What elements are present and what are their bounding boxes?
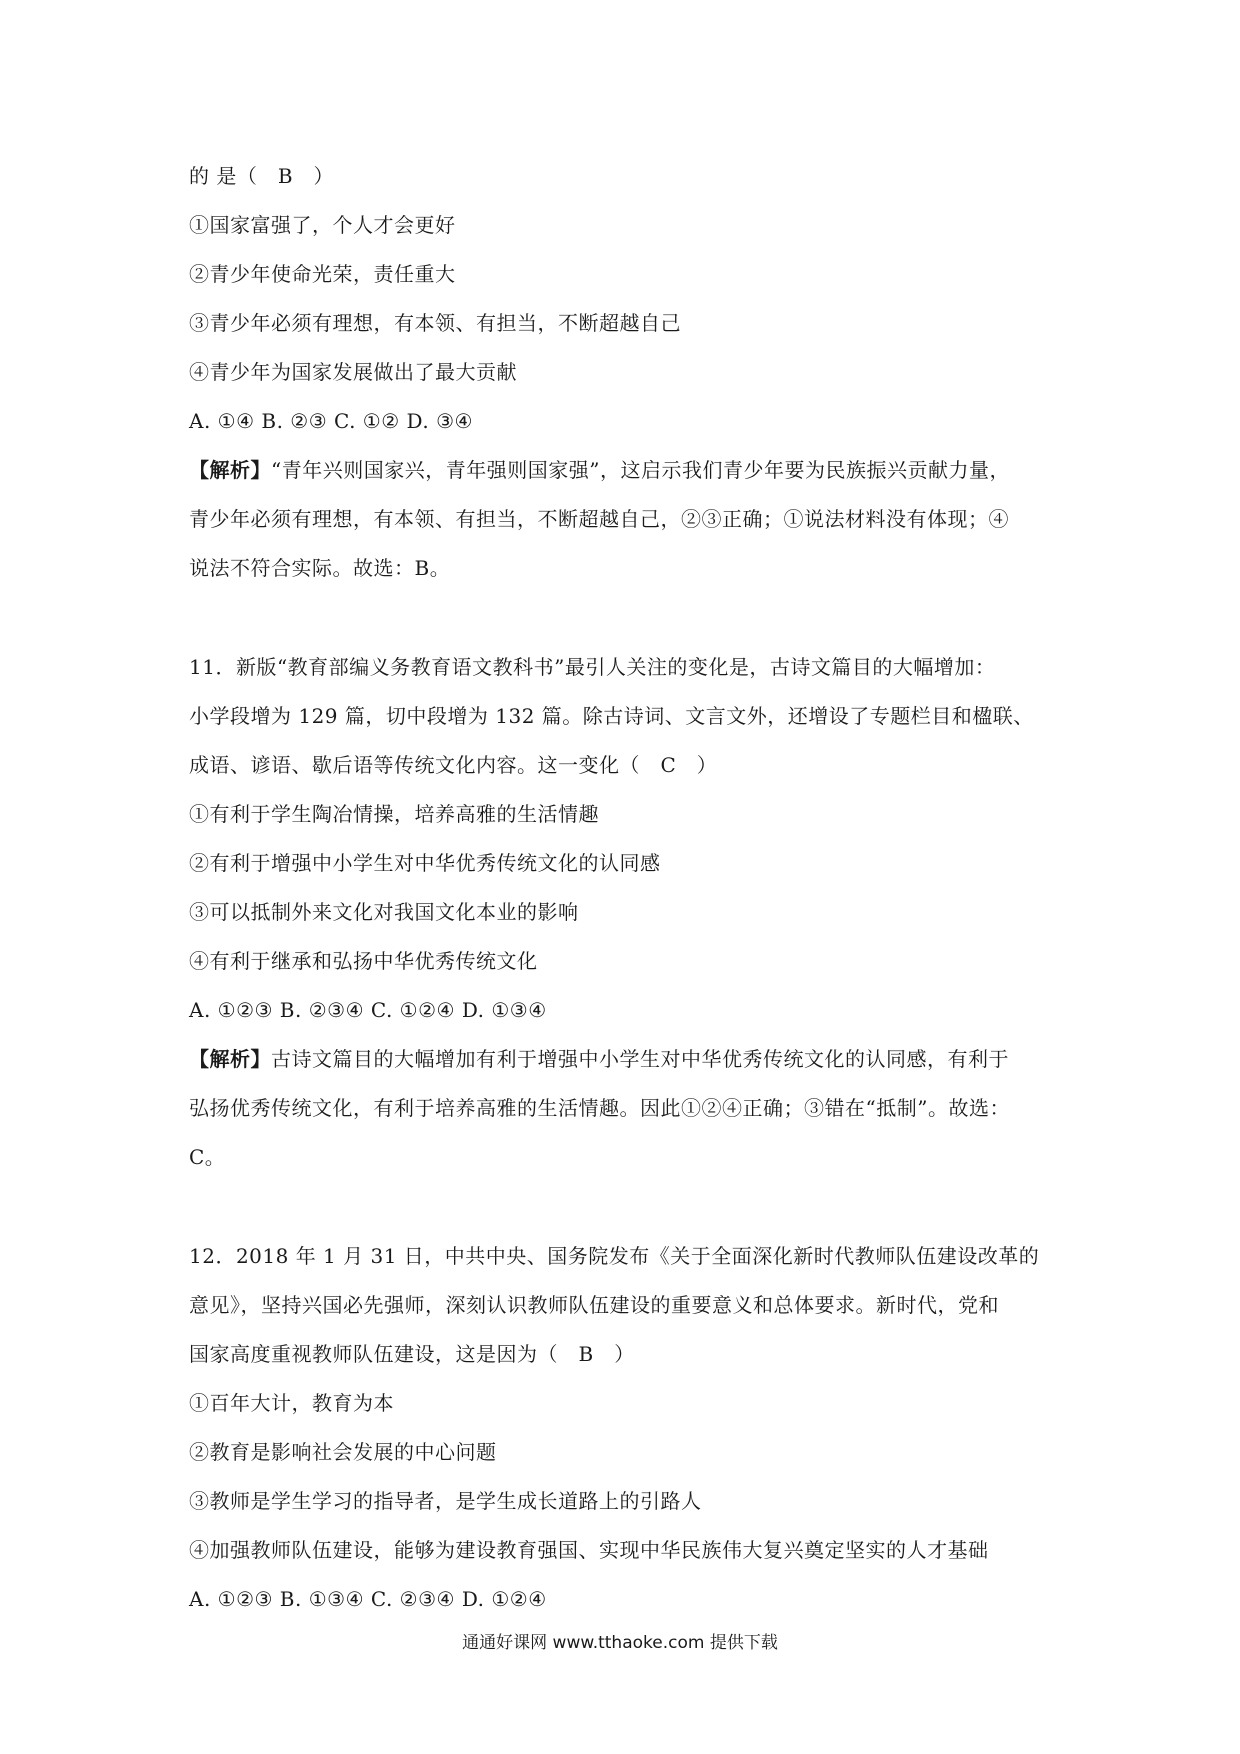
q12-option-3: ③教师是学生学习的指导者，是学生成长道路上的引路人 bbox=[189, 1489, 702, 1513]
q10-option-1: ①国家富强了，个人才会更好 bbox=[189, 213, 456, 237]
q11-option-4: ④有利于继承和弘扬中华优秀传统文化 bbox=[189, 949, 538, 973]
q10-stem-end: 的 是（ B ） bbox=[189, 164, 335, 188]
q11-stem-line-2: 小学段增为 129 篇，切中段增为 132 篇。除古诗词、文言文外，还增设了专题栏目和楹联、 bbox=[189, 704, 1034, 728]
q10-analysis-line-3: 说法不符合实际。故选：B。 bbox=[189, 556, 451, 580]
q12-choices: A. ①②③ B. ①③④ C. ②③④ D. ①②④ bbox=[189, 1587, 547, 1611]
q11-analysis-line-1 bbox=[189, 1035, 1061, 1084]
q11-choices: A. ①②③ B. ②③④ C. ①②④ D. ①③④ bbox=[189, 998, 547, 1022]
q12-stem-line-1: 12．2018 年 1 月 31 日，中共中央、国务院发布《关于全面深化新时代教师队伍建设改革的 bbox=[189, 1244, 1040, 1268]
q10-analysis-label: 【解析】 bbox=[189, 458, 271, 482]
spacer bbox=[189, 593, 1061, 643]
q12-option-4: ④加强教师队伍建设，能够为建设教育强国、实现中华民族伟大复兴奠定坚实的人才基础 bbox=[189, 1538, 989, 1562]
q12-option-1: ①百年大计，教育为本 bbox=[189, 1391, 394, 1415]
q11-analysis-line-3: C。 bbox=[189, 1145, 226, 1169]
q11-option-2: ②有利于增强中小学生对中华优秀传统文化的认同感 bbox=[189, 851, 661, 875]
document-content bbox=[189, 152, 1061, 1624]
q12-option-2: ②教育是影响社会发展的中心问题 bbox=[189, 1440, 497, 1464]
q11-analysis-label: 【解析】 bbox=[189, 1047, 271, 1071]
q11-stem-line-1: 11．新版“教育部编义务教育语文教科书”最引人关注的变化是，古诗文篇目的大幅增加： bbox=[189, 655, 996, 679]
q12-stem-line-3: 国家高度重视教师队伍建设，这是因为（ B ） bbox=[189, 1342, 635, 1366]
q11-analysis-text-1: 古诗文篇目的大幅增加有利于增强中小学生对中华优秀传统文化的认同感，有利于 bbox=[271, 1047, 1009, 1071]
q11-option-1: ①有利于学生陶冶情操，培养高雅的生活情趣 bbox=[189, 802, 599, 826]
page-footer: 通通好课网 www.tthaoke.com 提供下载 bbox=[462, 1633, 778, 1653]
q10-analysis-line-1 bbox=[189, 446, 1061, 495]
q10-analysis-line-2: 青少年必须有理想，有本领、有担当，不断超越自己，②③正确；①说法材料没有体现；④ bbox=[189, 507, 1009, 531]
q10-option-3: ③青少年必须有理想，有本领、有担当，不断超越自己 bbox=[189, 311, 681, 335]
q10-choices: A. ①④ B. ②③ C. ①② D. ③④ bbox=[189, 409, 473, 433]
q10-option-4: ④青少年为国家发展做出了最大贡献 bbox=[189, 360, 517, 384]
q11-analysis-line-2: 弘扬优秀传统文化，有利于培养高雅的生活情趣。因此①②④正确；③错在“抵制”。故选： bbox=[189, 1096, 1010, 1120]
q10-option-2: ②青少年使命光荣，责任重大 bbox=[189, 262, 456, 286]
q12-stem-line-2: 意见》，坚持兴国必先强师，深刻认识教师队伍建设的重要意义和总体要求。新时代，党和 bbox=[189, 1293, 999, 1317]
spacer bbox=[189, 1182, 1061, 1232]
q10-analysis-text-1: “青年兴则国家兴，青年强则国家强”，这启示我们青少年要为民族振兴贡献力量， bbox=[271, 458, 1010, 482]
q11-stem-line-3: 成语、谚语、歇后语等传统文化内容。这一变化（ C ） bbox=[189, 753, 718, 777]
q11-option-3: ③可以抵制外来文化对我国文化本业的影响 bbox=[189, 900, 579, 924]
